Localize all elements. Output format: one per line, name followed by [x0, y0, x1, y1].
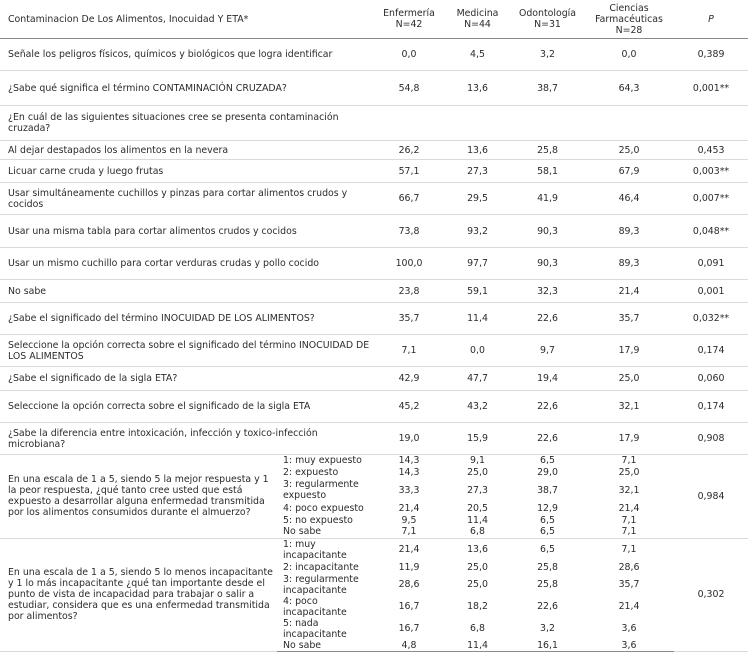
table-row [0, 303, 748, 335]
value-cell: 57,1 [374, 160, 444, 183]
question-text: ¿Sabe qué significa el término CONTAMINACIÓN CRUZADA? [0, 71, 374, 106]
value-cell: 3,2 [511, 39, 584, 71]
p-value-cell: 0,032** [674, 303, 748, 335]
value-cell: 35,7 [374, 303, 444, 335]
table-row [0, 215, 748, 248]
value-cell: 23,8 [374, 280, 444, 303]
table-title: Contaminacion De Los Alimentos, Inocuidad Y ETA* [0, 0, 374, 39]
p-value-cell [674, 106, 748, 141]
value-cell: 89,3 [584, 248, 674, 280]
value-cell: 97,7 [444, 248, 511, 280]
value-cell: 93,2 [444, 215, 511, 248]
value-cell: 33,3 [398, 484, 420, 496]
value-cell: 26,2 [374, 141, 444, 160]
table-row [0, 183, 748, 215]
value-cell: 38,7 [537, 484, 558, 496]
value-cell: 25,0 [467, 561, 488, 573]
p-value-cell: 0,060 [674, 367, 748, 391]
value-cell: 7,1 [621, 455, 637, 466]
value-cell: 6,5 [511, 526, 584, 538]
value-cell: 11,4 [444, 303, 511, 335]
col-enfermeria: Enfermería N=42 [374, 0, 444, 39]
value-cell: 14,3 [398, 466, 420, 478]
option-label: No sabe [277, 526, 374, 538]
question-text: Usar un mismo cuchillo para cortar verduras crudas y pollo cocido [0, 248, 374, 280]
value-cell: 17,9 [584, 423, 674, 455]
question-text: ¿Sabe el significado del término INOCUIDAD DE LOS ALIMENTOS? [0, 303, 374, 335]
value-cell: 28,6 [618, 561, 640, 573]
value-cell: 19,4 [511, 367, 584, 391]
value-cell: 3,6 [584, 640, 674, 652]
option-label: 2: incapacitante [283, 561, 359, 573]
value-cell: 29,5 [444, 183, 511, 215]
value-cell: 25,0 [467, 466, 488, 478]
value-cell: 18,2 [467, 601, 488, 612]
value-cell: 22,6 [511, 391, 584, 423]
option-label: No sabe [277, 640, 374, 652]
value-cell: 66,7 [374, 183, 444, 215]
table-row [0, 39, 748, 71]
value-cell: 12,9 [537, 502, 558, 514]
value-cell: 4,8 [374, 640, 444, 652]
p-value-cell: 0,003** [674, 160, 748, 183]
p-value-cell: 0,001** [674, 71, 748, 106]
p-value-cell: 0,174 [674, 391, 748, 423]
value-cell: 90,3 [511, 248, 584, 280]
table-row [0, 248, 748, 280]
value-cell: 27,3 [444, 160, 511, 183]
question-text: Seleccione la opción correcta sobre el significado del término INOCUIDAD DE LOS ALIMENTOS [0, 335, 374, 367]
table-row [0, 71, 748, 106]
value-cell: 43,2 [444, 391, 511, 423]
value-cell [374, 106, 444, 141]
value-cell: 17,9 [584, 335, 674, 367]
value-cell: 7,1 [584, 526, 674, 538]
p-value-cell: 0,984 [674, 455, 748, 539]
value-cell [444, 106, 511, 141]
option-row [0, 538, 748, 561]
value-cell: 21,4 [584, 280, 674, 303]
question-text: Seleccione la opción correcta sobre el significado de la sigla ETA [0, 391, 374, 423]
value-cell: 0,0 [584, 39, 674, 71]
value-cell: 42,9 [374, 367, 444, 391]
value-cell: 32,1 [584, 391, 674, 423]
table-row [0, 423, 748, 455]
value-cell: 9,5 [401, 514, 417, 526]
value-cell: 46,4 [584, 183, 674, 215]
question-text: ¿Sabe la diferencia entre intoxicación, infección y toxico-infección microbiana? [0, 423, 374, 455]
value-cell: 19,0 [374, 423, 444, 455]
value-cell: 3,2 [540, 623, 555, 634]
option-label: 5: no expuesto [283, 514, 353, 526]
question-text: ¿Sabe el significado de la sigla ETA? [0, 367, 374, 391]
value-cell: 89,3 [584, 215, 674, 248]
value-cell: 64,3 [584, 71, 674, 106]
value-cell: 25,8 [537, 579, 558, 590]
value-cell: 7,1 [621, 514, 637, 526]
value-cell: 45,2 [374, 391, 444, 423]
p-value-cell: 0,302 [674, 538, 748, 651]
value-cell: 13,6 [444, 71, 511, 106]
col-medicina: Medicina N=44 [444, 0, 511, 39]
value-cell: 7,1 [374, 335, 444, 367]
col-odontologia: Odontología N=31 [511, 0, 584, 39]
value-cell: 9,7 [511, 335, 584, 367]
value-cell: 7,1 [621, 544, 637, 555]
value-cell: 59,1 [444, 280, 511, 303]
table-row [0, 335, 748, 367]
question-text: Licuar carne cruda y luego frutas [0, 160, 374, 183]
value-cell: 13,6 [467, 544, 488, 555]
question-text: Al dejar destapados los alimentos en la nevera [0, 141, 374, 160]
value-cell: 0,0 [374, 39, 444, 71]
p-value-cell: 0,048** [674, 215, 748, 248]
option-label: 3: regularmente expuesto [283, 479, 359, 501]
p-value-cell: 0,001 [674, 280, 748, 303]
value-cell: 22,6 [537, 601, 558, 612]
value-cell: 28,6 [398, 579, 420, 590]
question-text: Usar simultáneamente cuchillos y pinzas para cortar alimentos crudos y cocidos [0, 183, 374, 215]
value-cell: 32,3 [511, 280, 584, 303]
value-cell: 29,0 [537, 466, 558, 478]
value-cell: 3,6 [621, 623, 637, 634]
value-cell: 38,7 [511, 71, 584, 106]
p-value-cell: 0,007** [674, 183, 748, 215]
value-cell: 14,3 [398, 455, 420, 466]
option-label: 3: regularmente incapacitante [283, 573, 359, 596]
value-cell: 16,7 [398, 623, 420, 634]
value-cell: 15,9 [444, 423, 511, 455]
value-cell: 11,4 [467, 514, 488, 526]
value-cell: 32,1 [618, 484, 640, 496]
value-cell: 25,8 [511, 141, 584, 160]
value-cell: 35,7 [584, 303, 674, 335]
question-text: Usar una misma tabla para cortar alimentos crudos y cocidos [0, 215, 374, 248]
value-cell: 90,3 [511, 215, 584, 248]
value-cell: 58,1 [511, 160, 584, 183]
value-cell: 21,4 [618, 601, 640, 612]
p-value-cell: 0,174 [674, 335, 748, 367]
table-row [0, 280, 748, 303]
value-cell: 6,8 [444, 526, 511, 538]
value-cell: 6,5 [540, 544, 555, 555]
value-cell: 25,8 [537, 561, 558, 573]
value-cell: 25,0 [618, 466, 640, 478]
value-cell: 100,0 [374, 248, 444, 280]
col-p-value: P [674, 0, 748, 39]
option-label: 4: poco expuesto [283, 502, 364, 514]
value-cell: 35,7 [618, 579, 640, 590]
value-cell: 41,9 [511, 183, 584, 215]
value-cell: 4,5 [444, 39, 511, 71]
value-cell: 6,5 [540, 514, 555, 526]
value-cell: 73,8 [374, 215, 444, 248]
option-label: 1: muy expuesto [283, 455, 362, 466]
table-row [0, 391, 748, 423]
option-label: 4: poco incapacitante [283, 595, 347, 618]
option-label: 1: muy incapacitante [283, 538, 347, 561]
table-row [0, 160, 748, 183]
value-cell: 20,5 [467, 502, 488, 514]
value-cell: 11,9 [398, 561, 420, 573]
value-cell: 27,3 [467, 484, 488, 496]
p-value-cell: 0,453 [674, 141, 748, 160]
p-value-cell: 0,908 [674, 423, 748, 455]
value-cell: 11,4 [444, 640, 511, 652]
value-cell: 21,4 [618, 502, 640, 514]
question-text: ¿En cuál de las siguientes situaciones cree se presenta contaminación cruzada? [0, 106, 374, 141]
value-cell: 6,5 [540, 455, 555, 466]
value-cell: 9,1 [470, 455, 485, 466]
value-cell: 13,6 [444, 141, 511, 160]
value-cell: 22,6 [511, 303, 584, 335]
header-row [0, 0, 748, 39]
option-row [0, 455, 748, 467]
value-cell: 16,7 [398, 601, 420, 612]
option-label: 5: nada incapacitante [283, 617, 347, 640]
value-cell: 25,0 [584, 367, 674, 391]
question-text: No sabe [0, 280, 374, 303]
value-cell [584, 106, 674, 141]
value-cell: 67,9 [584, 160, 674, 183]
question-text: Señale los peligros físicos, químicos y biológicos que logra identificar [0, 39, 374, 71]
value-cell: 22,6 [511, 423, 584, 455]
value-cell: 25,0 [467, 579, 488, 590]
value-cell: 25,0 [584, 141, 674, 160]
value-cell: 7,1 [374, 526, 444, 538]
value-cell: 54,8 [374, 71, 444, 106]
value-cell: 47,7 [444, 367, 511, 391]
option-label: 2: expuesto [283, 466, 339, 478]
value-cell: 21,4 [398, 544, 420, 555]
value-cell: 16,1 [511, 640, 584, 652]
p-value-cell: 0,389 [674, 39, 748, 71]
value-cell [511, 106, 584, 141]
scale-question-text: En una escala de 1 a 5, siendo 5 lo menos incapacitante y 1 lo más incapacitante ¿qué tan importante desde el punto de vista de incapacidad para trabajar o salir a estudiar, considera que es una enfermedad transmitida por alimentos? [0, 538, 277, 651]
value-cell: 6,8 [470, 623, 485, 634]
col-ciencias-farmaceuticas: Ciencias Farmacéuticas N=28 [584, 0, 674, 39]
value-cell: 0,0 [444, 335, 511, 367]
scale-question-text: En una escala de 1 a 5, siendo 5 la mejor respuesta y 1 la peor respuesta, ¿qué tanto cree usted que está expuesto a desarrollar alguna enfermedad transmitida por los alimentos consumidos durante el almuerzo? [0, 455, 277, 539]
table-row [0, 106, 748, 141]
p-value-cell: 0,091 [674, 248, 748, 280]
value-cell: 21,4 [398, 502, 420, 514]
table-row [0, 141, 748, 160]
table-row [0, 367, 748, 391]
